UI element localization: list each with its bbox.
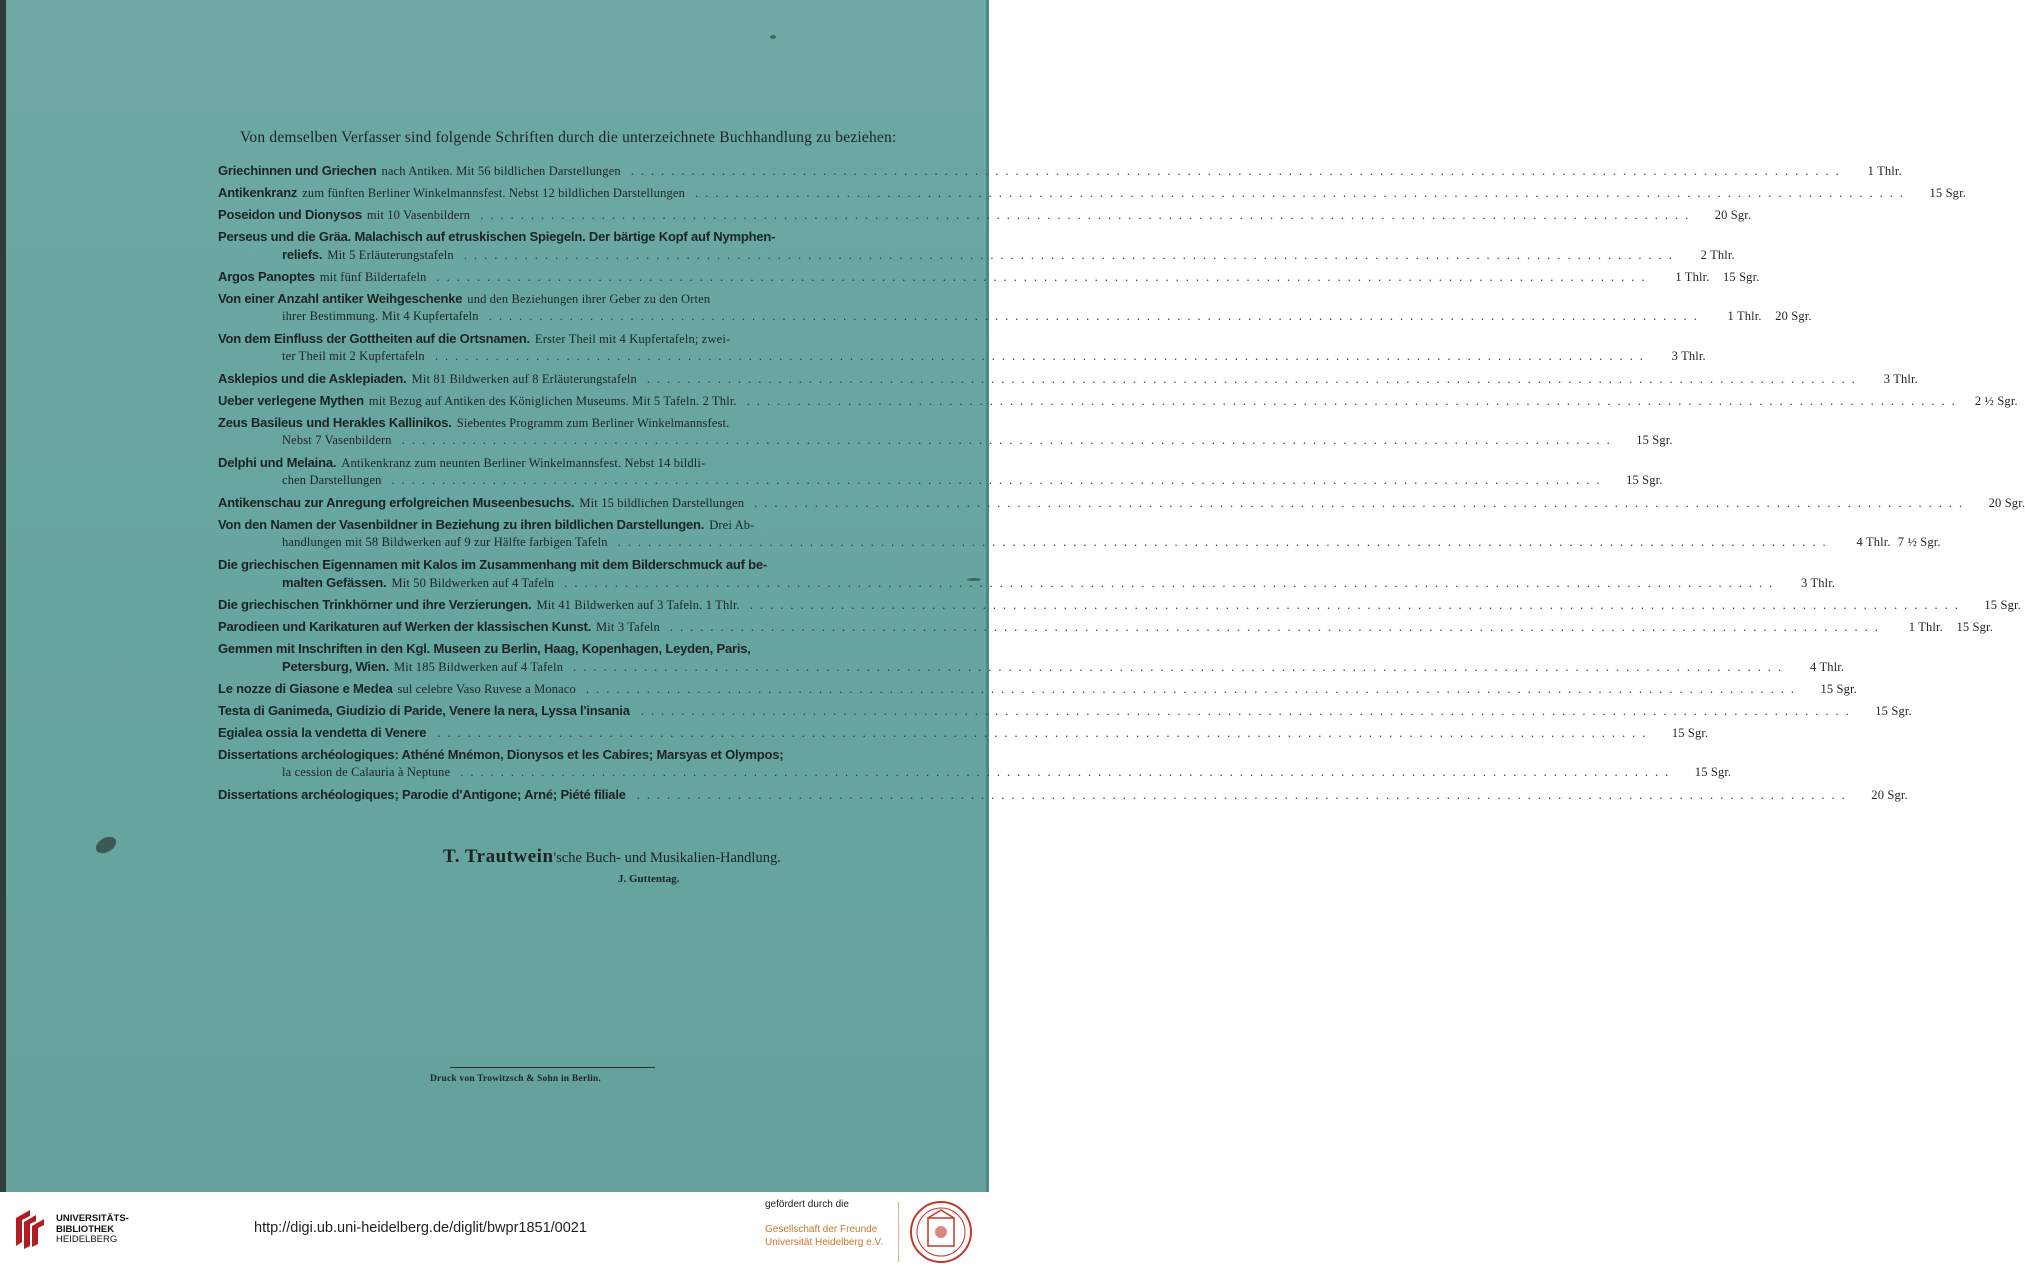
publication-entry [218, 162, 1902, 180]
entry-continuation-line [218, 246, 1735, 264]
publication-entry [218, 330, 1706, 366]
entry-title: Ueber verlegene Mythen [218, 393, 364, 408]
entry-title: Antikenkranz [218, 185, 298, 200]
leader-dots: ........................................................................................................................ [437, 726, 1653, 740]
entry-title: Antikenschau zur Anregung erfolgreichen Museenbesuchs. [218, 495, 575, 510]
publication-entry [218, 746, 1732, 782]
entry-description: Erster Theil mit 4 Kupfertafeln; zwei- [534, 332, 731, 346]
entry-price: 2 ½ Sgr. [1974, 394, 2018, 408]
entry-title: Poseidon und Dionysos [218, 207, 362, 222]
entry-continuation-line [218, 432, 1673, 450]
entry-continuation-line [218, 658, 1845, 676]
entry-description: Mit 41 Bildwerken auf 3 Tafeln. 1 Thlr. [536, 598, 740, 612]
paper-speck [770, 35, 776, 39]
entry-title: Gemmen mit Inschriften in den Kgl. Museen zu Berlin, Haag, Kopenhagen, Leyden, Paris, [218, 641, 751, 656]
entry-price: 15 Sgr. [1694, 765, 1732, 779]
document-body [218, 128, 2025, 808]
publication-list [218, 162, 2025, 804]
entry-line [218, 746, 910, 764]
entry-description: Nebst 7 Vasenbildern [282, 433, 392, 447]
entry-description: ter Theil mit 2 Kupfertafeln [282, 349, 425, 363]
entry-line [218, 290, 910, 308]
entry-line [218, 494, 2025, 512]
publication-entry [218, 228, 1735, 264]
leader-dots: ........................................................................................................................ [585, 682, 1801, 696]
sponsor-label: gefördert durch die [765, 1199, 849, 1210]
permalink-url[interactable]: http://digi.ub.uni-heidelberg.de/diglit/bwpr1851/0021 [254, 1220, 587, 1236]
entry-price: 15 Sgr. [1671, 726, 1709, 740]
entry-price: 15 Sgr. [1636, 433, 1673, 447]
library-name [56, 1214, 129, 1246]
publication-entry [218, 724, 1709, 742]
entry-line [218, 786, 1908, 804]
entry-title: Testa di Ganimeda, Giudizio di Paride, Venere la nera, Lyssa l'insania [218, 703, 630, 718]
digitization-footer [0, 1192, 989, 1269]
entry-description: nach Antiken. Mit 56 bildlichen Darstellungen [381, 164, 621, 178]
entry-price-thaler: 4 Thlr. [1856, 535, 1891, 549]
publication-entry [218, 640, 1845, 676]
entry-price: 4 Thlr. [1810, 660, 1845, 674]
entry-title: Dissertations archéologiques: Athéné Mnémon, Dionysos et les Cabires; Marsyas et Olympos; [218, 747, 784, 762]
entry-price: 15 Sgr. [1984, 598, 2021, 612]
printer-note: Druck von Trowitzsch & Sohn in Berlin. [430, 1074, 601, 1084]
entry-line [218, 702, 1912, 720]
entry-title: Die griechischen Trinkhörner und ihre Verzierungen. [218, 597, 532, 612]
entry-description: Antikenkranz zum neunten Berliner Winkelmannsfest. Nebst 14 bildli- [341, 456, 706, 470]
publication-entry [218, 494, 2025, 512]
entry-line [218, 184, 1966, 202]
entry-continuation-line [218, 534, 1941, 552]
publisher-name: T. Trautwein [443, 846, 554, 867]
entry-title: Egialea ossia la vendetta di Venere [218, 725, 427, 740]
entry-line [218, 414, 910, 432]
sponsor-name-line2: Universität Heidelberg e.V. [765, 1236, 884, 1248]
entry-line [218, 680, 1857, 698]
entry-title: Perseus und die Gräa. Malachisch auf etruskischen Spiegeln. Der bärtige Kopf auf Nymphen- [218, 229, 776, 244]
agent-name: J. Guttentag. [618, 873, 680, 885]
divider-rule [450, 1067, 655, 1068]
entry-continuation-line [218, 348, 1706, 366]
publication-entry [218, 618, 1993, 636]
leader-dots: ........................................................................................................................ [646, 372, 1862, 386]
leader-dots: ........................................................................................................................ [463, 248, 1679, 262]
entry-price: 3 Thlr. [1801, 576, 1836, 590]
entry-price: 15 Sgr. [1956, 620, 1993, 634]
publication-entry [218, 392, 2018, 410]
entry-price: 15 Sgr. [1820, 682, 1857, 696]
entry-title: Die griechischen Eigennamen mit Kalos im Zusammenhang mit dem Bilderschmuck auf be- [218, 557, 768, 572]
publication-entry [218, 702, 1912, 720]
leader-dots: ........................................................................................................................ [564, 576, 1780, 590]
entry-price: 20 Sgr. [1775, 309, 1812, 323]
entry-price: 15 Sgr. [1723, 270, 1760, 284]
university-seal-icon [906, 1200, 976, 1264]
entry-price: 1 Thlr. [1867, 164, 1902, 178]
leader-dots: ........................................................................................................................ [573, 660, 1789, 674]
entry-title: Dissertations archéologiques; Parodie d'Antigone; Arné; Piété filiale [218, 787, 626, 802]
entry-title: Von dem Einfluss der Gottheiten auf die Ortsnamen. [218, 331, 530, 346]
entry-title: reliefs. [282, 247, 323, 262]
entry-price-thaler: 1 Thlr. [1675, 270, 1710, 284]
entry-price: 15 Sgr. [1626, 473, 1663, 487]
entry-title: Argos Panoptes [218, 269, 315, 284]
entry-description: Mit 81 Bildwerken auf 8 Erläuterungstafeln [411, 372, 637, 386]
entry-price: 20 Sgr. [1871, 788, 1908, 802]
publication-entry [218, 184, 1966, 202]
sponsor-name-line1: Gesellschaft der Freunde [765, 1224, 878, 1235]
leader-dots: ........................................................................................................................ [617, 535, 1833, 549]
entry-price: 20 Sgr. [1714, 208, 1752, 222]
library-logo-icon [12, 1208, 48, 1250]
entry-continuation-line [218, 764, 1732, 782]
leader-dots: ........................................................................................................................ [636, 788, 1852, 802]
entry-title: Parodieen und Karikaturen auf Werken der klassischen Kunst. [218, 619, 592, 634]
entry-line [218, 640, 910, 658]
entry-price: 3 Thlr. [1883, 372, 1918, 386]
entry-description: und den Beziehungen ihrer Geber zu den Orten [467, 292, 711, 306]
entry-price-thaler: 1 Thlr. [1727, 309, 1762, 323]
library-name-line3: HEIDELBERG [56, 1234, 118, 1245]
publication-entry [218, 414, 1673, 450]
entry-title: Petersburg, Wien. [282, 659, 390, 674]
leader-dots: ........................................................................................................................ [630, 164, 1846, 178]
entry-description: zum fünften Berliner Winkelmannsfest. Nebst 12 bildlichen Darstellungen [302, 186, 685, 200]
leader-dots: ........................................................................................................................ [488, 309, 1704, 323]
entry-description: ihrer Bestimmung. Mit 4 Kupfertafeln [282, 309, 479, 323]
publication-entry [218, 206, 1752, 224]
entry-line [218, 206, 1752, 224]
entry-title: Griechinnen und Griechen [218, 163, 377, 178]
entry-line [218, 330, 910, 348]
entry-price: 15 Sgr. [1929, 186, 1966, 200]
publication-entry [218, 556, 1836, 592]
scan-left-edge [0, 0, 6, 1192]
entry-line [218, 556, 910, 574]
publication-entry [218, 370, 1918, 388]
leader-dots: ........................................................................................................................ [640, 704, 1856, 718]
entry-title: Von den Namen der Vasenbildner in Beziehung zu ihren bildlichen Darstellungen. [218, 517, 705, 532]
publisher-line [443, 846, 781, 868]
publication-entry [218, 680, 1857, 698]
publisher-suffix: 'sche Buch- und Musikalien-Handlung. [553, 850, 781, 866]
sponsor-divider [898, 1202, 899, 1262]
leader-dots: ........................................................................................................................ [401, 433, 1617, 447]
entry-title: Von einer Anzahl antiker Weihgeschenke [218, 291, 463, 306]
leader-dots: ........................................................................................................................ [480, 208, 1696, 222]
entry-description: Drei Ab- [709, 518, 755, 532]
entry-description: Mit 5 Erläuterungstafeln [327, 248, 454, 262]
entry-description: Mit 185 Bildwerken auf 4 Tafeln [394, 660, 564, 674]
entry-title: Le nozze di Giasone e Medea [218, 681, 393, 696]
entry-title: Delphi und Melaina. [218, 455, 337, 470]
entry-description: mit 10 Vasenbildern [366, 208, 471, 222]
leader-dots: ........................................................................................................................ [754, 496, 1970, 510]
entry-title: malten Gefässen. [282, 575, 387, 590]
entry-line [218, 618, 1993, 636]
entry-description: handlungen mit 58 Bildwerken auf 9 zur Hälfte farbigen Tafeln [282, 535, 608, 549]
entry-description: Mit 15 bildlichen Darstellungen [579, 496, 745, 510]
entry-continuation-line [218, 308, 1812, 326]
entry-price: 2 Thlr. [1700, 248, 1735, 262]
intro-text: Von demselben Verfasser sind folgende Schriften durch die unterzeichnete Buchhandlung zu beziehen: [240, 129, 897, 146]
entry-description: sul celebre Vaso Ruvese a Monaco [397, 682, 576, 696]
entry-line [218, 370, 1918, 388]
entry-description: mit Bezug auf Antiken des Königlichen Museums. Mit 5 Tafeln. 2 Thlr. [368, 394, 737, 408]
sponsor-name [765, 1224, 883, 1249]
entry-line [218, 516, 910, 534]
publication-entry [218, 290, 1812, 326]
leader-dots: ........................................................................................................................ [749, 598, 1965, 612]
leader-dots: ........................................................................................................................ [391, 473, 1607, 487]
entry-description: chen Darstellungen [282, 473, 382, 487]
entry-continuation-line [218, 472, 1663, 490]
entry-title: Asklepios und die Asklepiaden. [218, 371, 407, 386]
entry-line [218, 392, 2018, 410]
leader-dots: ........................................................................................................................ [460, 765, 1676, 779]
entry-price: 3 Thlr. [1671, 349, 1706, 363]
entry-price: 15 Sgr. [1875, 704, 1912, 718]
entry-description: la cession de Calauria à Neptune [282, 765, 451, 779]
entry-title: Zeus Basileus und Herakles Kallinikos. [218, 415, 452, 430]
entry-price: 20 Sgr. [1988, 496, 2025, 510]
entry-line [218, 162, 1902, 180]
leader-dots: ........................................................................................................................ [436, 270, 1652, 284]
publication-entry [218, 596, 2021, 614]
publication-entry [218, 786, 1908, 804]
leader-dots: ........................................................................................................................ [434, 349, 1650, 363]
publication-entry [218, 268, 1760, 286]
entry-description: Mit 50 Bildwerken auf 4 Tafeln [391, 576, 555, 590]
leader-dots: ........................................................................................................................ [694, 186, 1910, 200]
publication-entry [218, 516, 1941, 552]
leader-dots: ........................................................................................................................ [669, 620, 1885, 634]
library-name-line1: UNIVERSITÄTS- [56, 1213, 129, 1224]
entry-description: mit fünf Bildertafeln [319, 270, 427, 284]
leader-dots: ........................................................................................................................ [746, 394, 1962, 408]
entry-description: Siebentes Programm zum Berliner Winkelmannsfest. [456, 416, 730, 430]
entry-description: Mit 3 Tafeln [596, 620, 660, 634]
entry-continuation-line [218, 574, 1836, 592]
library-name-line2: BIBLIOTHEK [56, 1223, 115, 1235]
entry-line [218, 724, 1709, 742]
publication-entry [218, 454, 1663, 490]
entry-line [218, 596, 2021, 614]
entry-line [218, 228, 910, 246]
entry-price-thaler: 1 Thlr. [1908, 620, 1943, 634]
entry-price: 7 ½ Sgr. [1897, 535, 1941, 549]
entry-line [218, 454, 910, 472]
entry-line [218, 268, 1760, 286]
